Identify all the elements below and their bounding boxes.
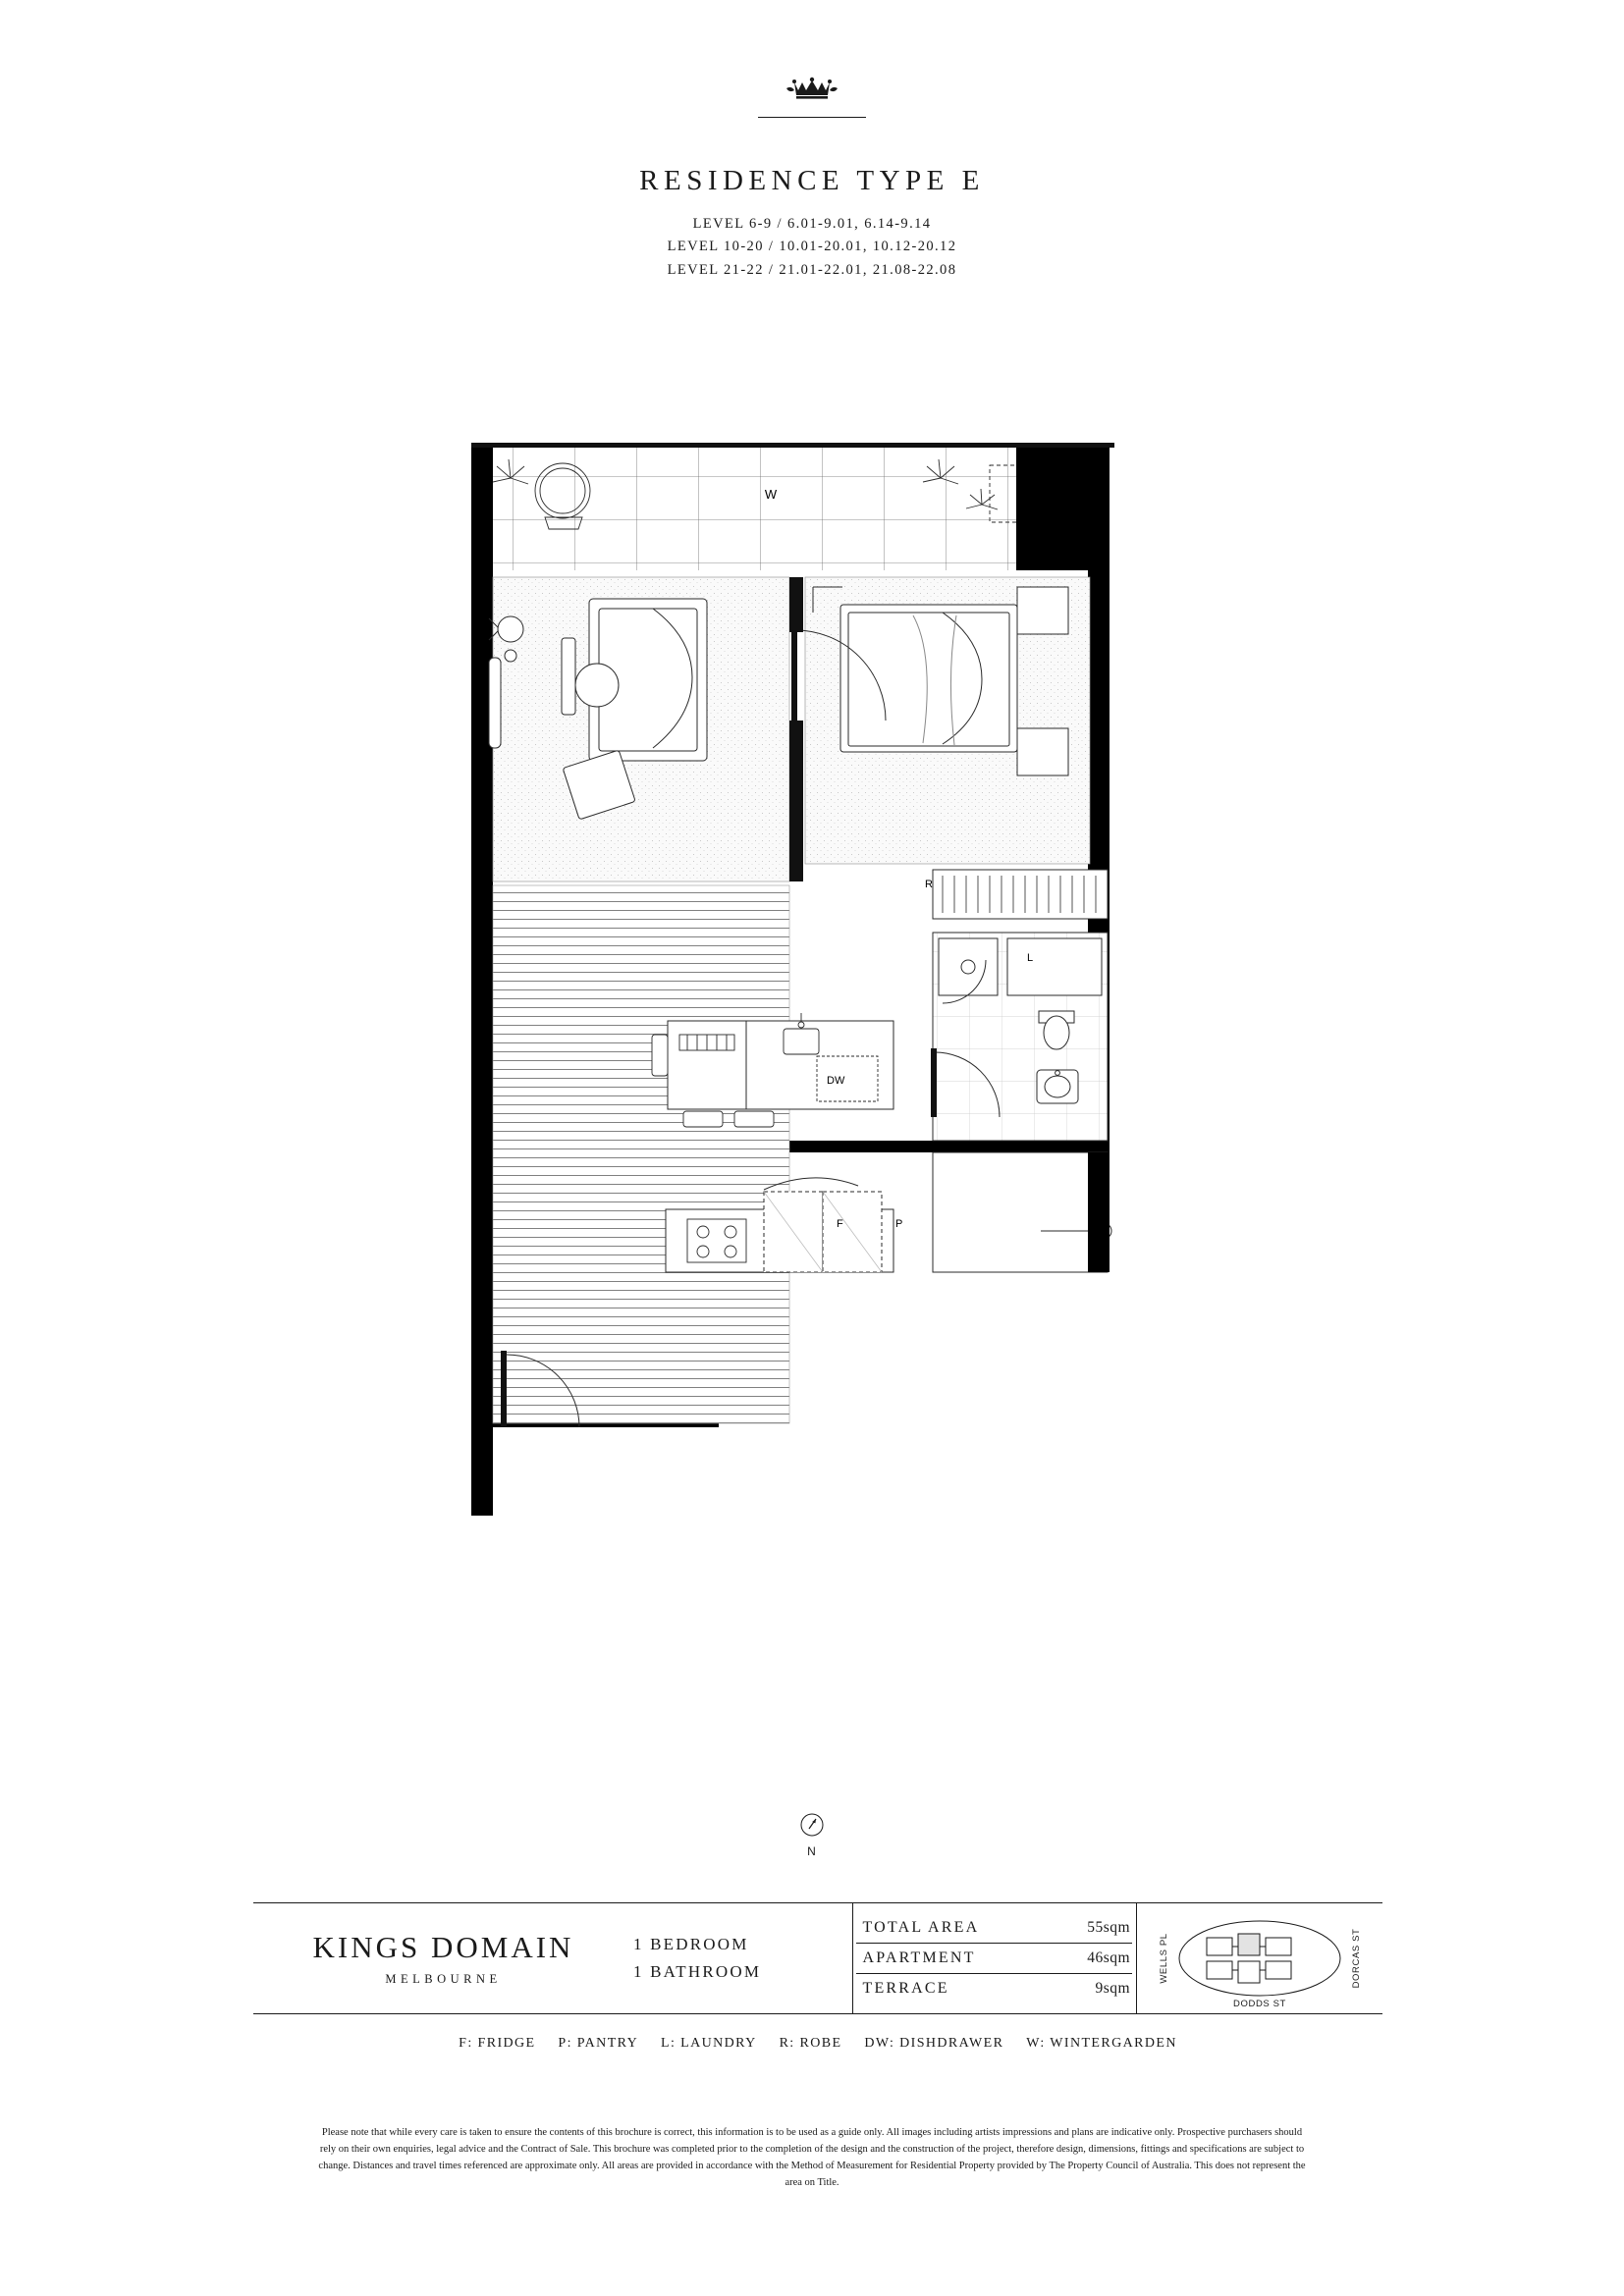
crest-rule <box>758 117 866 118</box>
compass-north-label: N <box>807 1844 817 1858</box>
brand-sub: MELBOURNE <box>385 1972 502 1986</box>
area-label: TERRACE <box>862 1980 949 1997</box>
area-label: TOTAL AREA <box>862 1919 980 1936</box>
area-row <box>856 1973 1132 2003</box>
configuration-block <box>633 1903 852 2013</box>
config-bathrooms: 1 BATHROOM <box>632 1962 762 1981</box>
level-line-1: LEVEL 6-9 / 6.01-9.01, 6.14-9.14 <box>692 216 932 232</box>
floor-plan-svg <box>452 434 1178 1533</box>
legend-item-pantry: P: PANTRY <box>558 2036 639 2051</box>
living-room <box>489 577 789 881</box>
laundry-label: L <box>1027 952 1034 964</box>
compass-icon <box>799 1812 825 1838</box>
crest-block <box>0 77 1624 118</box>
fridge-label: F <box>837 1218 843 1230</box>
areas-table <box>852 1903 1136 2013</box>
robe-area <box>925 870 1108 919</box>
config-bedrooms: 1 BEDROOM <box>632 1935 749 1954</box>
area-value: 55sqm <box>1087 1919 1131 1936</box>
area-value: 9sqm <box>1095 1980 1131 1997</box>
brand-name: KINGS DOMAIN <box>312 1930 574 1964</box>
footer-main <box>253 1903 1382 2013</box>
legend-item-robe: R: ROBE <box>779 2036 842 2051</box>
disclaimer-text: Please note that while every care is taken to ensure the contents of this brochure is correct, this information is to be used as a guide only. All images including artists impressions and plans are indicative only. Prospective purchasers should rely on their own enquiries, legal advice and the Contract of Sale. This brochure was completed prior to the completion of the design and the construction of the project, therefore design, dimensions, fittings and specifications are subject to change. Distances and travel times referenced are approximate only. All areas are provided in accordance with the Method of Measurement for Residential Property provided by The Property Council of Australia. This does not represent the area on Title. <box>318 2127 1306 2188</box>
level-line-3: LEVEL 21-22 / 21.01-22.01, 21.08-22.08 <box>667 261 957 278</box>
brand-block <box>253 1903 633 2013</box>
dishdrawer-label: DW <box>827 1075 845 1087</box>
area-row <box>856 1943 1132 1973</box>
legend <box>253 2014 1382 2052</box>
keyplan-street-bottom: DODDS ST <box>1233 1999 1286 2009</box>
keyplan-street-left: WELLS PL <box>1159 1933 1170 1984</box>
footer <box>253 1902 1382 2052</box>
wintergarden-label: W <box>764 487 778 502</box>
bedroom <box>789 577 1090 881</box>
legend-item-laundry: L: LAUNDRY <box>661 2036 757 2051</box>
compass <box>0 1812 1624 1858</box>
legend-item-wintergarden: W: WINTERGARDEN <box>1026 2036 1177 2051</box>
area-value: 46sqm <box>1087 1949 1131 1966</box>
entry-hall <box>933 1152 1111 1272</box>
page-title: RESIDENCE TYPE E <box>639 165 985 196</box>
area-label: APARTMENT <box>862 1949 976 1966</box>
legend-item-dishdrawer: DW: DISHDRAWER <box>864 2036 1004 2051</box>
bathroom <box>931 933 1108 1141</box>
floor-plan <box>452 434 1178 1533</box>
title-block <box>0 165 1624 282</box>
keyplan-street-right: DORCAS ST <box>1351 1928 1363 1989</box>
robe-label: R <box>925 879 933 890</box>
key-plan <box>1137 1903 1382 2013</box>
legend-item-fridge: F: FRIDGE <box>459 2036 536 2051</box>
key-plan-diagram <box>1162 1916 1358 2001</box>
terrace-deck <box>493 885 789 1423</box>
pantry-label: P <box>895 1218 903 1230</box>
area-row <box>856 1913 1132 1943</box>
crown-crest-icon <box>781 77 843 104</box>
level-line-2: LEVEL 10-20 / 10.01-20.01, 10.12-20.12 <box>667 239 957 255</box>
